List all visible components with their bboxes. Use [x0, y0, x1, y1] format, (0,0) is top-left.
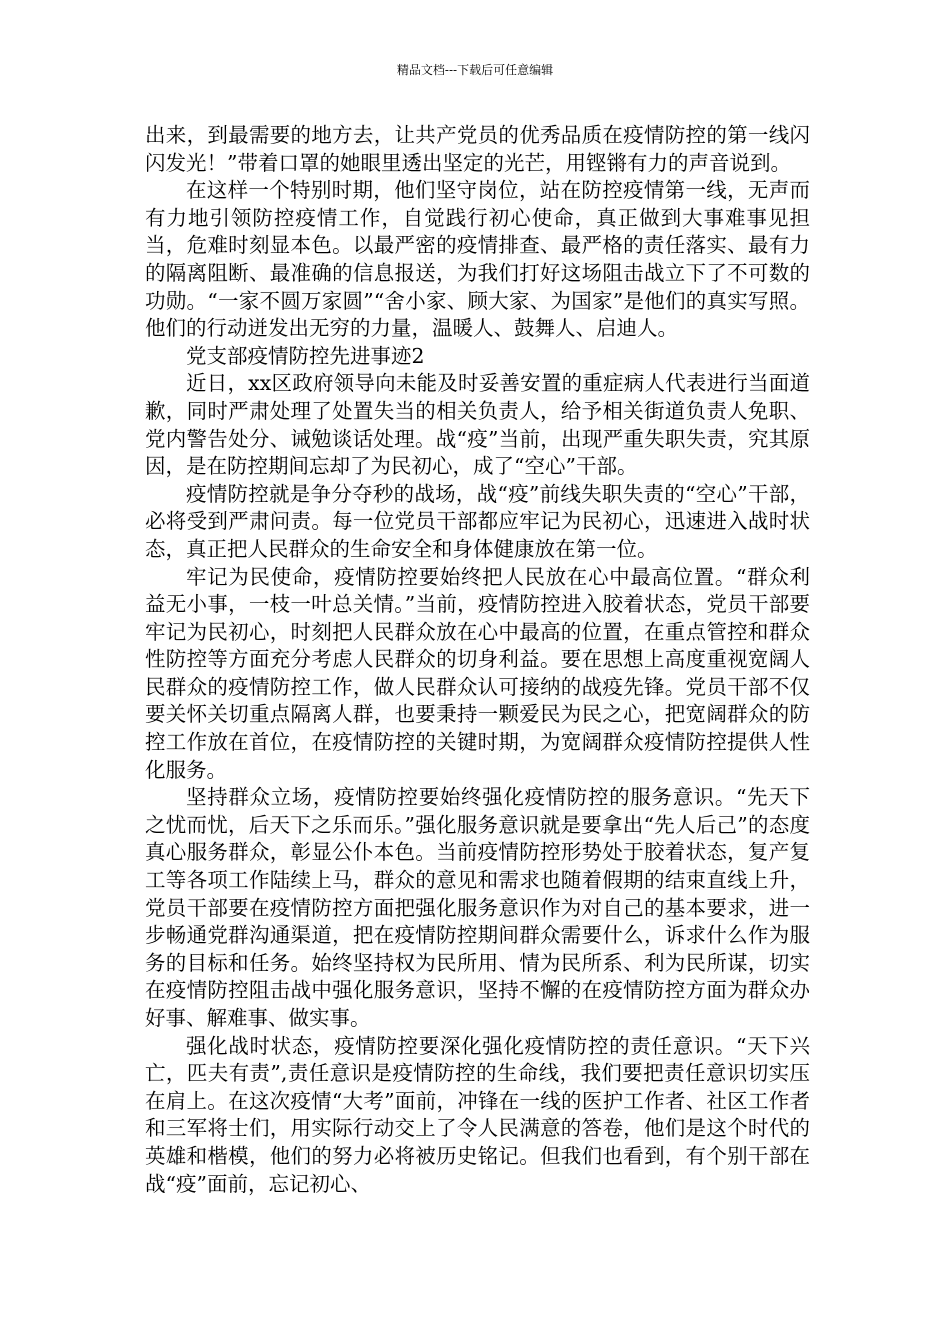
paragraph: 疫情防控就是争分夺秒的战场，战“疫”前线失职失责的“空心”干部，必将受到严肃问责。每一位党员干部都应牢记为民初心，迅速进入战时状态，真正把人民群众的生命安全和身体健康放在第一位。 [145, 481, 810, 561]
page-header: 精品文档---下载后可任意编辑 [396, 63, 554, 77]
paragraph: 近日，xx区政府领导向未能及时妥善安置的重症病人代表进行当面道歉，同时严肃处理了处置失当的相关负责人，给予相关街道负责人免职、党内警告处分、诫勉谈话处理。战“疫”当前，出现严重失职失责，究其原因，是在防控期间忘却了为民初心，成了“空心”干部。 [145, 371, 810, 479]
section-heading: 党支部疫情防控先进事迹2 [186, 343, 425, 368]
document-body [145, 122, 810, 1198]
paragraph: 坚持群众立场，疫情防控要始终强化疫情防控的服务意识。“先天下之忧而忧，后天下之乐而乐。”强化服务意识就是要拿出“先人后己”的态度真心服务群众，彰显公仆本色。当前疫情防控形势处于胶着状态，复产复工等各项工作陆续上马，群众的意见和需求也随着假期的结束直线上升，党员干部要在疫情防控方面把强化服务意识作为对自己的基本要求，进一步畅通党群沟通渠道，把在疫情防控期间群众需要什么，诉求什么作为服务的目标和任务。始终坚持权为民所用、情为民所系、利为民所谋，切实在疫情防控阻击战中强化服务意识，坚持不懈的在疫情防控方面为群众办好事、解难事、做实事。 [145, 785, 810, 1030]
paragraph: 强化战时状态，疫情防控要深化强化疫情防控的责任意识。“天下兴亡，匹夫有责”,责任意识是疫情防控的生命线，我们要把责任意识切实压在肩上。在这次疫情“大考”面前，冲锋在一线的医护工作者、社区工作者和三军将士们，用实际行动交上了令人民满意的答卷，他们是这个时代的英雄和楷模，他们的努力必将被历史铭记。但我们也看到，有个别干部在战“疫”面前，忘记初心、 [145, 1033, 810, 1196]
paragraph: 牢记为民使命，疫情防控要始终把人民放在心中最高位置。“群众利益无小事，一枝一叶总关情。”当前，疫情防控进入胶着状态，党员干部要牢记为民初心，时刻把人民群众放在心中最高的位置，在重点管控和群众性防控等方面充分考虑人民群众的切身利益。要在思想上高度重视宽阔人民群众的疫情防控工作，做人民群众认可接纳的战疫先锋。党员干部不仅要关怀关切重点隔离人群，也要秉持一颗爱民为民之心，把宽阔群众的防控工作放在首位，在疫情防控的关键时期，为宽阔群众疫情防控提供人性化服务。 [145, 564, 810, 782]
paragraph: 出来，到最需要的地方去，让共产党员的优秀品质在疫情防控的第一线闪闪发光！”带着口罩的她眼里透出坚定的光芒，用铿锵有力的声音说到。 [145, 123, 810, 175]
paragraph: 在这样一个特别时期，他们坚守岗位，站在防控疫情第一线，无声而有力地引领防控疫情工作，自觉践行初心使命，真正做到大事难事见担当，危难时刻显本色。以最严密的疫情排查、最严格的责任落实、最有力的隔离阻断、最准确的信息报送，为我们打好这场阻击战立下了不可数的功勋。“一家不圆万家圆”“舍小家、顾大家、为国家”是他们的真实写照。他们的行动迸发出无穷的力量，温暖人、鼓舞人、启迪人。 [145, 178, 810, 341]
